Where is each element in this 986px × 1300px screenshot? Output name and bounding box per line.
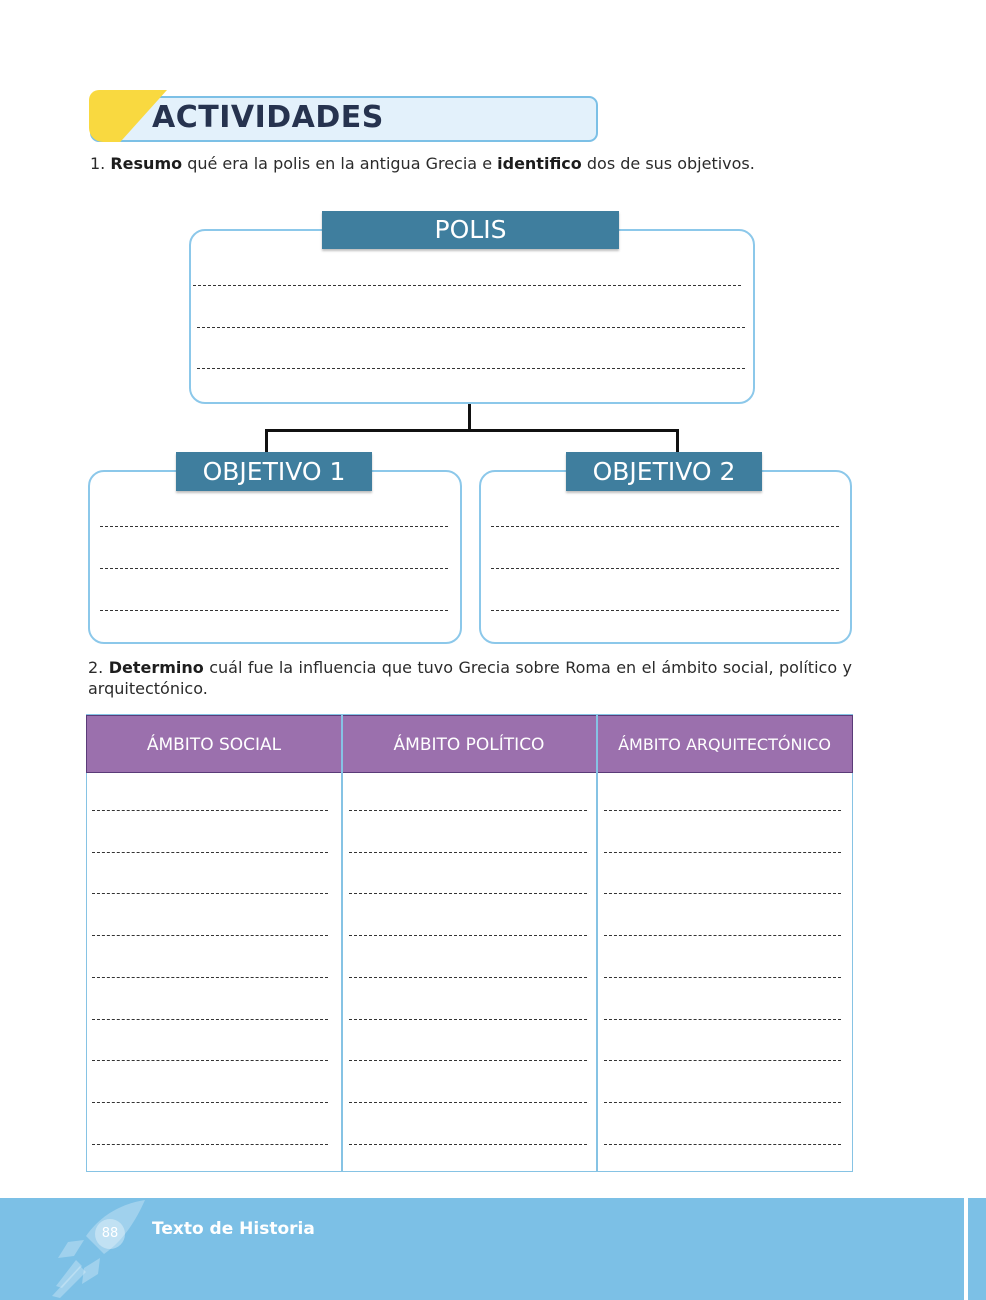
influence-table bbox=[86, 714, 853, 1172]
answer-line bbox=[349, 893, 587, 894]
answer-line bbox=[604, 1019, 841, 1020]
answer-line bbox=[92, 893, 328, 894]
table-header-politico: ÁMBITO POLÍTICO bbox=[341, 715, 597, 773]
answer-line bbox=[604, 810, 841, 811]
instruction-1 bbox=[90, 153, 850, 174]
answer-line bbox=[92, 810, 328, 811]
answer-line bbox=[349, 1019, 587, 1020]
page-number: 88 bbox=[101, 1226, 119, 1241]
instruction-2-number: 2. bbox=[88, 658, 104, 677]
answer-line bbox=[349, 852, 587, 853]
answer-line bbox=[604, 1060, 841, 1061]
answer-line bbox=[491, 526, 839, 527]
instruction-1-verb1: Resumo bbox=[110, 154, 183, 173]
answer-line bbox=[604, 893, 841, 894]
connector-line bbox=[265, 429, 679, 432]
instruction-2-text: cuál fue la influencia que tuvo Grecia sobre Roma en el ámbito social, político y arquitectónico. bbox=[88, 658, 852, 698]
connector-line bbox=[468, 404, 471, 431]
objective-1-answer-box[interactable] bbox=[88, 470, 462, 644]
instruction-1-number: 1. bbox=[90, 154, 106, 173]
answer-line bbox=[92, 1060, 328, 1061]
polis-answer-box[interactable] bbox=[189, 229, 755, 404]
answer-line bbox=[604, 977, 841, 978]
objective-2-answer-box[interactable] bbox=[479, 470, 852, 644]
answer-line bbox=[92, 935, 328, 936]
footer-side-strip bbox=[968, 1198, 986, 1300]
section-title: ACTIVIDADES bbox=[152, 100, 384, 135]
objective-2-label: OBJETIVO 2 bbox=[566, 452, 762, 491]
answer-line bbox=[100, 610, 448, 611]
book-title: Texto de Historia bbox=[152, 1219, 315, 1239]
connector-line bbox=[676, 429, 679, 452]
answer-line bbox=[197, 368, 745, 369]
answer-line bbox=[349, 1060, 587, 1061]
answer-line bbox=[349, 1144, 587, 1145]
column-divider bbox=[341, 715, 343, 1171]
answer-line bbox=[92, 852, 328, 853]
answer-line bbox=[349, 810, 587, 811]
answer-line bbox=[491, 610, 839, 611]
column-divider bbox=[596, 715, 598, 1171]
answer-line bbox=[197, 327, 745, 328]
answer-line bbox=[349, 1102, 587, 1103]
answer-line bbox=[92, 1019, 328, 1020]
answer-line bbox=[604, 1102, 841, 1103]
connector-line bbox=[265, 429, 268, 452]
answer-line bbox=[349, 977, 587, 978]
table-header-social: ÁMBITO SOCIAL bbox=[86, 715, 342, 773]
answer-line bbox=[349, 935, 587, 936]
answer-line bbox=[604, 852, 841, 853]
answer-line bbox=[92, 1102, 328, 1103]
answer-line bbox=[92, 977, 328, 978]
answer-line bbox=[604, 1144, 841, 1145]
answer-line bbox=[604, 935, 841, 936]
instruction-1-text1: qué era la polis en la antigua Grecia e bbox=[182, 154, 498, 173]
instruction-1-verb2: identifico bbox=[497, 154, 582, 173]
table-header-arquitectonico: ÁMBITO ARQUITECTÓNICO bbox=[596, 715, 853, 773]
answer-line bbox=[100, 526, 448, 527]
answer-line bbox=[193, 285, 741, 286]
answer-line bbox=[100, 568, 448, 569]
answer-line bbox=[92, 1144, 328, 1145]
instruction-1-text2: dos de sus objetivos. bbox=[581, 154, 755, 173]
rocket-icon bbox=[40, 1196, 160, 1300]
instruction-2-verb: Determino bbox=[108, 658, 204, 677]
objective-1-label: OBJETIVO 1 bbox=[176, 452, 372, 491]
polis-label: POLIS bbox=[322, 211, 619, 249]
instruction-2 bbox=[88, 657, 852, 699]
answer-line bbox=[491, 568, 839, 569]
